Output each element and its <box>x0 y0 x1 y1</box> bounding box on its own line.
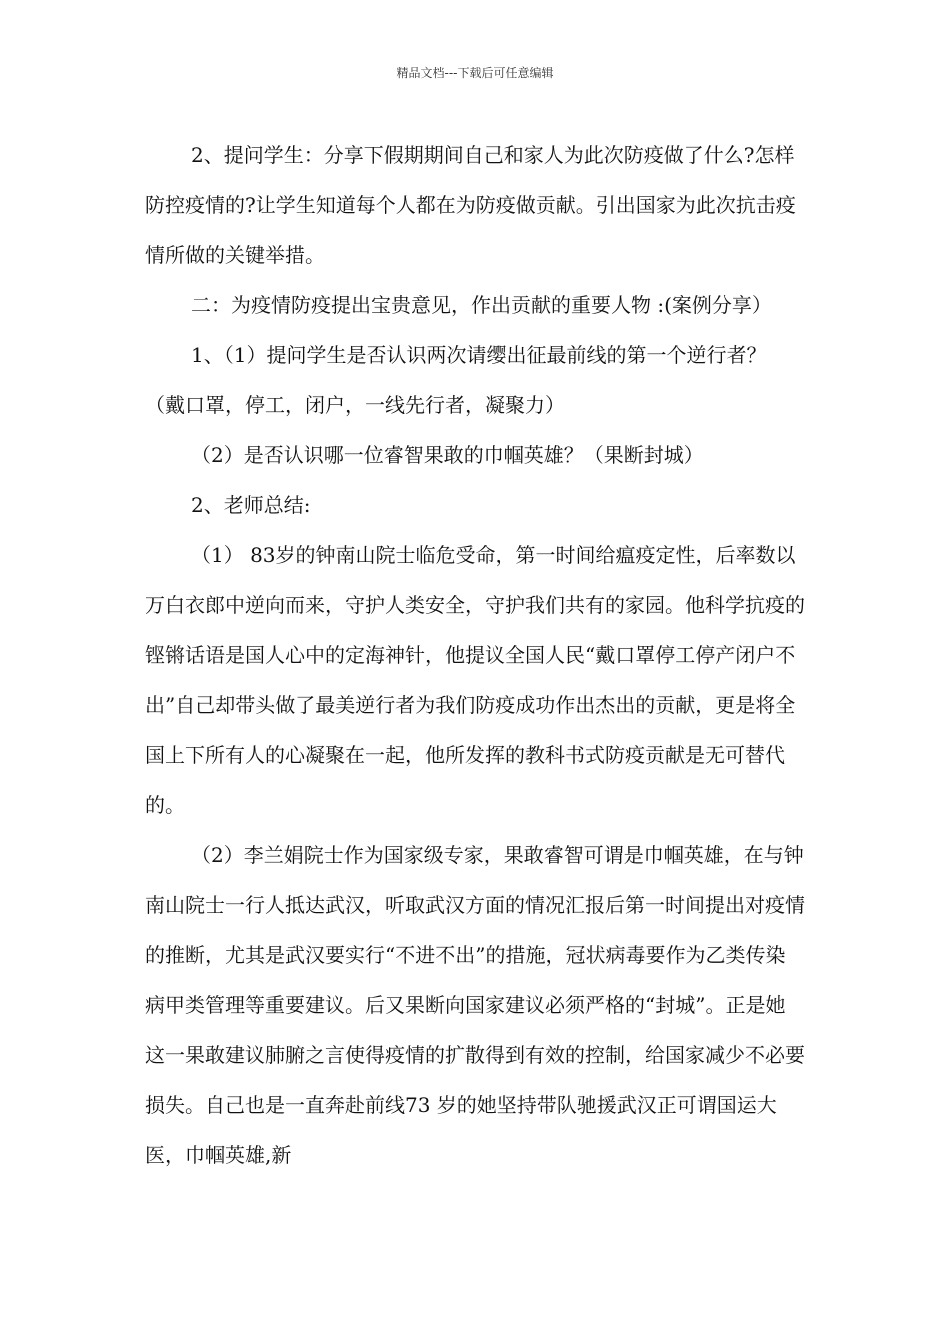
paragraph: 2、老师总结: <box>191 493 311 517</box>
page-header: 精品文档---下载后可任意编辑 <box>396 66 554 80</box>
paragraph: 二：为疫情防疫提出宝贵意见，作出贡献的重要人物 :(案例分享） <box>191 293 772 317</box>
paragraph: 2、提问学生：分享下假期期间自己和家人为此次防疫做了什么?怎样防控疫情的?让学生知道每个人都在为防疫做贡献。引出国家为此次抗击疫情所做的关键举措。 <box>145 143 796 267</box>
paragraph: （1） 83岁的钟南山院士临危受命，第一时间给瘟疫定性，后率数以万白衣郎中逆向而来，守护人类安全，守护我们共有的家园。他科学抗疫的铿锵话语是国人心中的定海神针，他提议全国人民“戴口罩停工停产闭户不出”自己却带头做了最美逆行者为我们防疫成功作出杰出的贡献，更是将全国上下所有人的心凝聚在一起，他所发挥的教科书式防疫贡献是无可替代的。 <box>145 543 805 817</box>
paragraph: 1、（1）提问学生是否认识两次请缨出征最前线的第一个逆行者？（戴口罩，停工，闭户，一线先行者，凝聚力） <box>145 343 767 417</box>
document-body <box>145 130 805 1180</box>
paragraph: （2）是否认识哪一位睿智果敢的巾帼英雄？（果断封城） <box>191 443 704 467</box>
paragraph: （2）李兰娟院士作为国家级专家，果敢睿智可谓是巾帼英雄，在与钟南山院士一行人抵达武汉，听取武汉方面的情况汇报后第一时间提出对疫情的推断，尤其是武汉要实行“不进不出”的措施，冠状病毒要作为乙类传染病甲类管理等重要建议。后又果断向国家建议必须严格的“封城”。正是她这一果敢建议肺腑之言使得疫情的扩散得到有效的控制，给国家减少不必要损失。自己也是一直奔赴前线73 岁的她坚持带队驰援武汉正可谓国运大医，巾帼英雄,新 <box>145 843 805 1167</box>
